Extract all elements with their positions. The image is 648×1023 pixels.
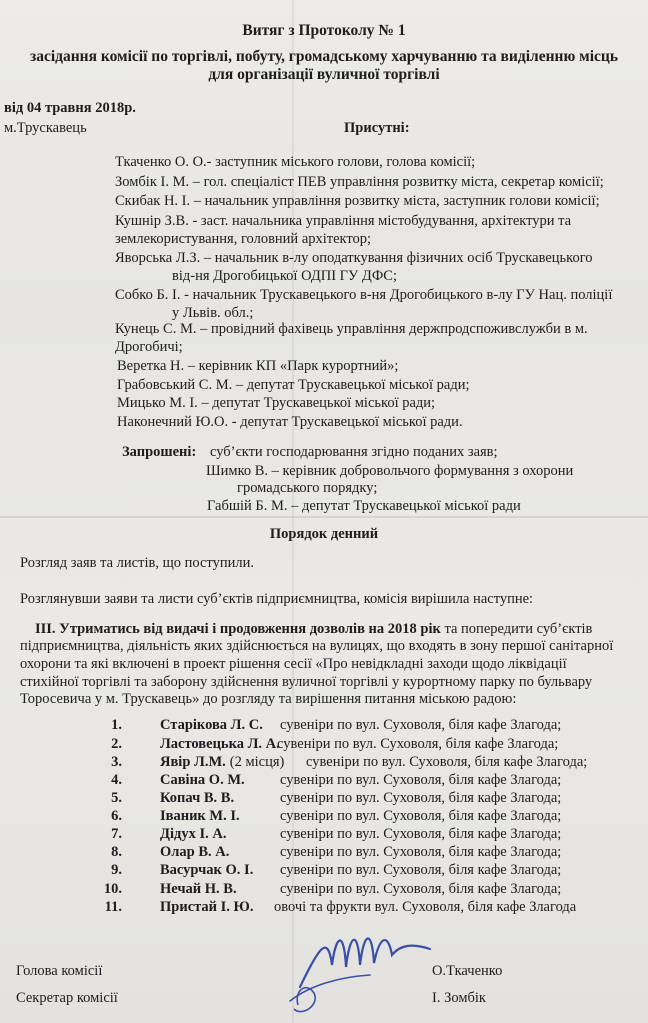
list-item-name	[160, 754, 284, 771]
list-item-description: сувеніри по вул. Суховоля, біля кафе Злагода;	[280, 881, 562, 897]
list-item-description: овочі та фрукти вул. Суховоля, біля кафе Злагода	[274, 899, 577, 915]
decision-bold: ІІІ. Утриматись від видачі і продовження дозволів на 2018 рік	[35, 621, 441, 637]
present-line: Скибак Н. І. – начальник управління розвитку міста, заступник голови комісії;	[115, 193, 600, 209]
present-line: від-ня Дрогобицької ОДПІ ГУ ДФС;	[172, 268, 397, 284]
invited-line: Шимко В. – керівник добровольчого формування з охорони	[206, 463, 574, 479]
agenda-item: Розгляд заяв та листів, що поступили.	[20, 555, 254, 571]
present-line: Грабовський С. М. – депутат Трускавецької міської ради;	[117, 377, 470, 393]
document-subtitle: засідання комісії по торгівлі, побуту, громадському харчуванню та виділенню місць	[29, 48, 619, 65]
secretary-label: Секретар комісії	[16, 990, 118, 1006]
list-item-description: сувеніри по вул. Суховоля, біля кафе Злагода;	[280, 790, 562, 806]
list-item-description: сувеніри по вул. Суховоля, біля кафе Злагода;	[280, 717, 562, 733]
list-item-number: 4.	[111, 772, 122, 788]
invited-line: Габшій Б. М. – депутат Трускавецької міської ради	[207, 498, 521, 514]
list-item-name-text: Олар В. А.	[160, 844, 230, 860]
paper-fold	[0, 516, 648, 518]
list-item-name	[160, 717, 263, 734]
list-item-name	[160, 881, 237, 898]
decision-first-line	[35, 621, 592, 638]
list-item-name-text: Ластовецька Л. А.	[160, 736, 280, 752]
list-item-number: 10.	[103, 881, 122, 897]
invited-line: суб’єкти господарювання згідно поданих заяв;	[210, 444, 498, 460]
list-item-description: сувеніри по вул. Суховоля, біля кафе Злагода;	[280, 772, 562, 788]
signature-icon	[280, 905, 450, 1023]
present-line: Ткаченко О. О.- заступник міського голови, голова комісії;	[115, 154, 476, 170]
list-item-name	[160, 826, 226, 843]
list-item-description: сувеніри по вул. Суховоля, біля кафе Злагода;	[280, 826, 562, 842]
list-item-description: сувеніри по вул. Суховоля, біля кафе Злагода;	[277, 736, 559, 752]
present-line: Зомбік І. М. – гол. спеціаліст ПЕВ управління розвитку міста, секретар комісії;	[115, 174, 604, 190]
present-line: Собко Б. І. - начальник Трускавецького в-ня Дрогобицького в-лу ГУ Нац. поліції	[115, 287, 613, 303]
list-item-number: 8.	[111, 844, 122, 860]
secretary-name: І. Зомбік	[432, 990, 486, 1006]
list-item-number: 3.	[111, 754, 122, 770]
list-item-name-text: Старікова Л. С.	[160, 717, 263, 733]
list-item-name-text: Іваник М. І.	[160, 808, 240, 824]
present-line: Мицько М. І. – депутат Трускавецької міської ради;	[117, 395, 436, 411]
present-line: у Львів. обл.;	[172, 305, 254, 321]
present-line: Кунець С. М. – провідний фахівець управління держпродспоживслужби в м.	[115, 321, 588, 337]
decision-intro: Розглянувши заяви та листи суб’єктів підприємництва, комісія вирішила наступне:	[20, 591, 534, 607]
list-item-name	[160, 790, 234, 807]
list-item-name-text: Савіна О. М.	[160, 772, 245, 788]
list-item-name	[160, 899, 254, 916]
list-item-name-text: Копач В. В.	[160, 790, 235, 806]
present-line: Веретка Н. – керівник КП «Парк курортний»;	[117, 358, 399, 374]
present-line: землекористування, головний архітектор;	[115, 231, 372, 247]
present-line: Кушнір З.В. - заст. начальника управління містобудування, архітектури та	[115, 213, 572, 229]
document-place: м.Трускавець	[4, 120, 87, 136]
document-title: Витяг з Протоколу № 1	[242, 22, 406, 39]
document-date: від 04 травня 2018р.	[4, 100, 136, 116]
decision-text: та попередити суб’єктів	[440, 621, 593, 637]
invited-line: громадського порядку;	[237, 480, 378, 496]
invited-heading: Запрошені:	[122, 444, 197, 460]
list-item-number: 7.	[111, 826, 122, 842]
head-label: Голова комісії	[16, 963, 103, 979]
list-item-name	[160, 862, 253, 879]
decision-line: Торосевича у м. Трускавець» до розгляду та вирішення питання міською радою:	[20, 691, 517, 707]
list-item-name	[160, 844, 229, 861]
list-item-name	[160, 772, 245, 789]
list-item-number: 9.	[111, 862, 122, 878]
list-item-number: 6.	[111, 808, 122, 824]
list-item-name-text: Пристай І. Ю.	[160, 899, 254, 915]
present-heading: Присутні:	[344, 120, 410, 136]
list-item-description: сувеніри по вул. Суховоля, біля кафе Злагода;	[280, 808, 562, 824]
decision-line: підприємництва, діяльність яких здійснюється на вулицях, що входять в зону першої санітарної	[20, 638, 614, 654]
list-item-name-text: Дідух І. А.	[160, 826, 227, 842]
list-item-name	[160, 808, 240, 825]
list-item-description: сувеніри по вул. Суховоля, біля кафе Злагода;	[280, 862, 562, 878]
list-item-name-text: Васурчак О. І.	[160, 862, 254, 878]
agenda-heading: Порядок денний	[269, 526, 379, 542]
list-item-name	[160, 736, 280, 753]
list-item-description: сувеніри по вул. Суховоля, біля кафе Злагода;	[280, 844, 562, 860]
list-item-description: сувеніри по вул. Суховоля, біля кафе Злагода;	[306, 754, 588, 770]
list-item-name-text: Явір Л.М.	[160, 754, 226, 770]
list-item-number: 11.	[104, 899, 122, 915]
head-name: О.Ткаченко	[432, 963, 503, 979]
present-line: Наконечний Ю.О. - депутат Трускавецької міської ради.	[117, 414, 463, 430]
list-item-number: 5.	[111, 790, 122, 806]
list-item-number: 1.	[111, 717, 122, 733]
present-line: Дрогобичі;	[115, 339, 183, 355]
decision-line: охорони та які включені в проект рішення сесії «Про невідкладні заходи щодо ліквідації	[20, 656, 567, 672]
list-item-note: (2 місця)	[229, 754, 285, 770]
list-item-name-text: Нечай Н. В.	[160, 881, 237, 897]
list-item-number: 2.	[111, 736, 122, 752]
decision-line: стихійної торгівлі та заборону здійснення вуличної торгівлі у курортному парку по бульвару	[20, 674, 593, 690]
present-line: Яворська Л.З. – начальник в-лу оподаткування фізичних осіб Трускавецького	[115, 250, 593, 266]
document-subtitle: для організації вуличної торгівлі	[208, 66, 440, 83]
